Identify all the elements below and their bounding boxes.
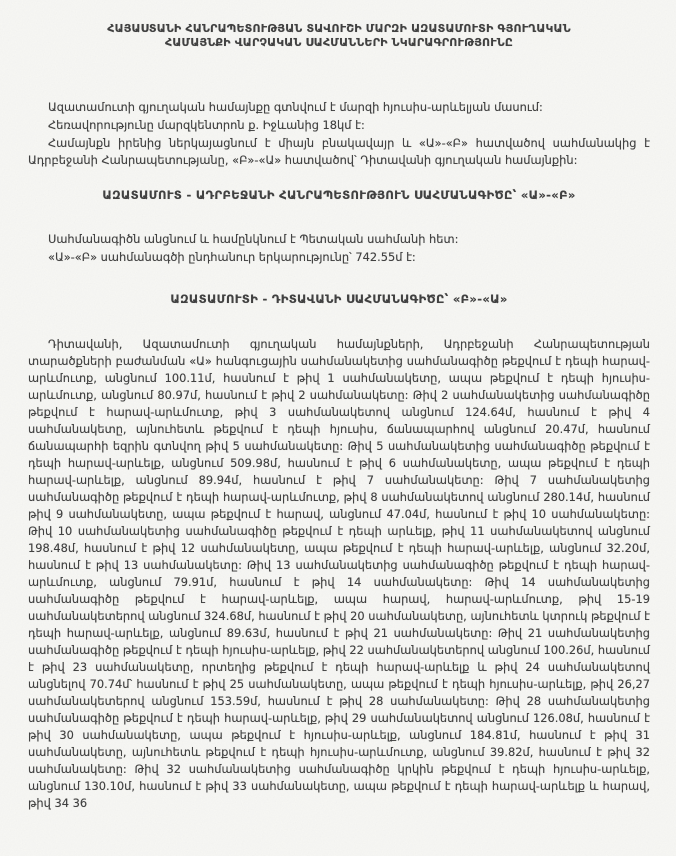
- section-heading-ditavan-border: ԱԶԱՏԱՄՈՒՏԻ - ԴԻՏԱՎԱՆԻ ՍԱՀՄԱՆԱԳԻԾԸ՝ «Բ»-«Ա»: [170, 292, 508, 306]
- intro-neighbors-paragraph: Համայնքն իրենից ներկայացնում է միայն բնակավայր և «Ա»-«Բ» հատվածով սահմանակից է Ադրբեջանի Հանրապետությանը, «Բ»-«Ա» հատվածով՝ Դիտավանի գյուղական համայնքին:: [28, 136, 650, 167]
- intro-location-paragraph: Ազատամուտի գյուղական համայնքը գտնվում է մարզի հյուսիս-արևելյան մասում:: [48, 100, 543, 114]
- state-border-note-paragraph: Սահմանագիծն անցնում և համընկնում է Պետական սահմանի հետ:: [48, 232, 459, 246]
- document-title: [28, 22, 650, 49]
- document-title-line2: ՀԱՄԱՅՆՔԻ ՎԱՐՉԱԿԱՆ ՍԱՀՄԱՆՆԵՐԻ ՆԿԱՐԱԳՐՈՒԹՅՈՒՆԸ: [165, 35, 513, 49]
- section-heading-azerbaijan-border: ԱԶԱՏԱՄՈՒՏ - ԱԴՐԲԵՋԱՆԻ ՀԱՆՐԱՊԵՏՈՒԹՅՈՒՆ ՍԱՀՄԱՆԱԳԻԾԸ՝ «Ա»-«Բ»: [102, 188, 576, 202]
- border-description-paragraph: Դիտավանի, Ազատամուտի գյուղական համայնքների, Ադրբեջանի Հանրապետության տարածքների բաժանման «Ա» հանգուցային սահմանակետից սահմանագիծը թեքվում է դեպի հարավ-արևմուտք, անցնում 100.11մ, հասնում է թիվ 1 սահմանակետը, ապա թեքվում է դեպի հյուսիս-արևմուտք, անցնում 80.97մ, հասնում է թիվ 2 սահմանակետը: Թիվ 2 սահմանակետից սահմանագիծը թեքվում է հարավ-արևմուտք, թիվ 3 սահմանակետով անցնում 124.64մ, հասնում է թիվ 4 սահմանակետը, այնուհետև թեքվում է դեպի հյուսիս, ճանապարհով անցնում 20.47մ, հասնում ճանապարհի եզրին գտնվող թիվ 5 սահմանակետը: Թիվ 5 սահմանակետից սահմանագիծը թեքվում է դեպի հարավ-արևելք, անցնում 509.98մ, հասնում է թիվ 6 սահմանակետը, ապա թեքվում է դեպի հարավ-արևելք, անցնում 89.94մ, հասնում է թիվ 7 սահմանակետը: Թիվ 7 սահմանակետից սահմանագիծը թեքվում է դեպի հարավ-արևմուտք, թիվ 8 սահմանակետով անցնում 280.14մ, հասնում թիվ 9 սահմանակետը, ապա թեքվում է հարավ, անցնում 47.04մ, հասնում է թիվ 10 սահմանակետը: Թիվ 10 սահմանակետից սահմանագիծը թեքվում է դեպի արևելք, թիվ 11 սահմանակետով անցնում 198.48մ, հասնում է թիվ 12 սահմանակետը, ապա թեքվում է դեպի հարավ-արևելք, անցնում 32.20մ, հասնում է թիվ 13 սահմանակետը: Թիվ 13 սահմանակետից սահմանագիծը թեքվում է դեպի հարավ-արևմուտք, անցնում 79.91մ, հասնում է թիվ 14 սահմանակետը: Թիվ 14 սահմանակետից սահմանագիծը թեքվում է հարավ-արևելք, ապա հարավ, հարավ-արևմուտք, թիվ 15-19 սահմանակետերով անցնում 324.68մ, հասնում է թիվ 20 սահմանակետը, այնուհետև կտրուկ թեքվում է դեպի հարավ-արևելք, անցնում 89.63մ, հասնում է թիվ 21 սահմանակետը: Թիվ 21 սահմանակետից սահմանագիծը թեքվում է դեպի հյուսիս-արևելք, թիվ 22 սահմանակետերով անցնում 100.26մ, հասնում է թիվ 23 սահմանակետը, որտեղից թեքվում է դեպի հարավ-արևելք և թիվ 24 սահմանակետով անցնելով 70.74մ՝ հասնում է թիվ 25 սահմանակետը, ապա թեքվում է դեպի հյուսիս-արևելք, թիվ 26,27 սահմանակետերով անցնում 153.59մ, հասնում է թիվ 28 սահմանակետը: Թիվ 28 սահմանակետից սահմանագիծը թեքվում է դեպի հարավ-արևելք, թիվ 29 սահմանակետով անցնում 126.08մ, հասնում է թիվ 30 սահմանակետը, ապա թեքվում է հյուսիս-արևելք, անցնում 184.81մ, հասնում է թիվ 31 սահմանակետը, այնուհետև թեքվում է դեպի հյուսիս-արևմուտք, անցնում 39.82մ, հասնում է թիվ 32 սահմանակետը: Թիվ 32 սահմանակետից սահմանագիծը կրկին թեքվում է դեպի հյուսիս-արևելք, անցնում 130.10մ, հասնում է թիվ 33 սահմանակետը, ապա թեքվում է դեպի հարավ-արևելք և հարավ, թիվ 34 36: [28, 337, 650, 810]
- document-title-line1: ՀԱՅԱՍՏԱՆԻ ՀԱՆՐԱՊԵՏՈՒԹՅԱՆ ՏԱՎՈՒՇԻ ՄԱՐԶԻ ԱԶԱՏԱՄՈՒՏԻ ԳՅՈՒՂԱԿԱՆ: [107, 22, 571, 35]
- border-total-length-paragraph: «Ա»-«Բ» սահմանագծի ընդհանուր երկարությունը՝ 742.55մ է:: [48, 250, 416, 264]
- intro-distance-paragraph: Հեռավորությունը մարզկենտրոն ք. Իջևանից 18կմ է:: [48, 118, 365, 132]
